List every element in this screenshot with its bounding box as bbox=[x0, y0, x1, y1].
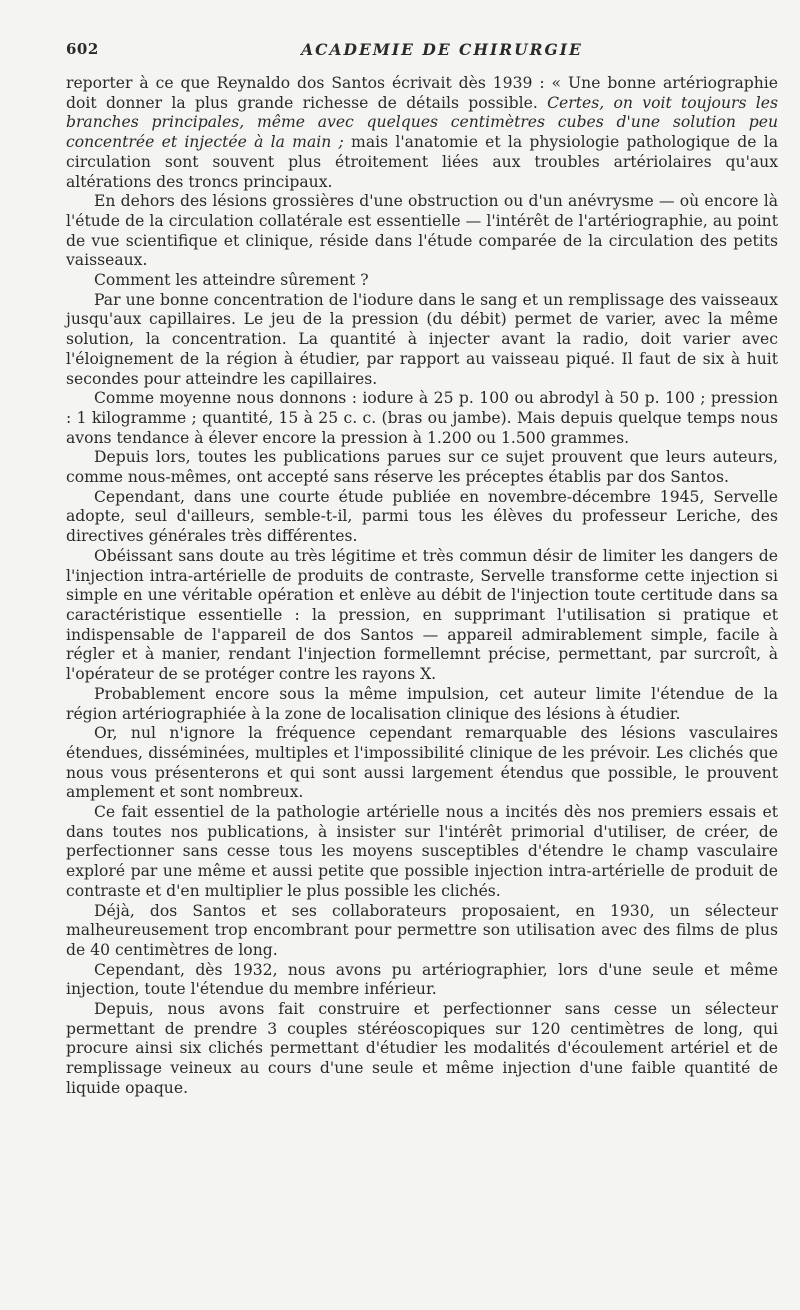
italic-text: Certes, on voit toujours les branches principales, même avec quelques centimètres cubes d'une solution peu concentrée et injectée à la main ; bbox=[66, 93, 778, 152]
paragraph bbox=[66, 448, 778, 487]
text-segment: Ce fait essentiel de la pathologie artérielle nous a incités dès nos premiers essais et dans toutes nos publications, à insister sur l'intérêt primorial d'utiliser, de créer, de perfectionner sans cesse tous les moyens susceptibles d'étendre le champ vasculaire exploré par une même et aussi petite que possible injection intra-artérielle de produit de contraste et d'en multiplier le plus possible les clichés. bbox=[66, 803, 778, 900]
paragraph bbox=[66, 902, 778, 961]
page-number: 602 bbox=[66, 40, 99, 58]
paragraph bbox=[66, 685, 778, 724]
text-segment: Par une bonne concentration de l'iodure dans le sang et un remplissage des vaisseaux jusqu'aux capillaires. Le jeu de la pression (du débit) permet de varier, avec la même solution, la concentration. La quantité à injecter avant la radio, doit varier avec l'éloignement de la région à étudier, par rapport au vaisseau piqué. Il faut de six à huit secondes pour atteindre les capillaires. bbox=[66, 290, 778, 388]
paragraph bbox=[66, 803, 778, 902]
text-segment: reporter à ce que Reynaldo dos Santos écrivait dès 1939 : « Une bonne artériographie doit donner la plus grande richesse de détails possible. bbox=[66, 74, 778, 112]
paragraph bbox=[66, 961, 778, 1000]
running-title: ACADEMIE DE CHIRURGIE bbox=[301, 40, 583, 59]
text-segment: Cependant, dans une courte étude publiée en novembre-décembre 1945, Servelle adopte, seul d'ailleurs, semble-t-il, parmi tous les élèves du professeur Leriche, des directives générales très différentes. bbox=[66, 487, 778, 546]
text-segment: Comment les atteindre sûrement ? bbox=[94, 271, 369, 290]
text-segment: Probablement encore sous la même impulsion, cet auteur limite l'étendue de la région artériographiée à la zone de localisation clinique des lésions à étudier. bbox=[66, 684, 778, 723]
paragraph bbox=[66, 724, 778, 803]
text-segment: Comme moyenne nous donnons : iodure à 25 p. 100 ou abrodyl à 50 p. 100 ; pression : 1 kilogramme ; quantité, 15 à 25 c. c. (bras ou jambe). Mais depuis quelque temps nous avons tendance à élever encore la pression à 1.200 ou 1.500 grammes. bbox=[66, 389, 778, 447]
paragraph bbox=[66, 389, 778, 448]
paragraph bbox=[66, 192, 778, 271]
paragraph bbox=[66, 488, 778, 547]
text-segment: En dehors des lésions grossières d'une obstruction ou d'un anévrysme — où encore là l'étude de la circulation collatérale est essentielle — l'intérêt de l'artériographie, au point de vue scientifique et clinique, réside dans l'étude comparée de la circulation des petits vaisseaux. bbox=[66, 192, 778, 270]
text-segment: Depuis, nous avons fait construire et perfectionner sans cesse un sélecteur permettant de prendre 3 couples stéréoscopiques sur 120 centimètres de long, qui procure ainsi six clichés permettant d'étudier les modalités d'écoulement artériel et de remplissage veineux au cours d'une seule et même injection d'une faible quantité de liquide opaque. bbox=[66, 1000, 778, 1097]
paragraph bbox=[66, 547, 778, 685]
body-text bbox=[66, 74, 778, 1099]
text-segment: Or, nul n'ignore la fréquence cependant remarquable des lésions vasculaires étendues, disséminées, multiples et l'impossibilité clinique de les prévoir. Les clichés que nous vous présenterons et qui sont aussi largement étendus que possible, le prouvent amplement et sont nombreux. bbox=[66, 724, 778, 802]
text-segment: Obéissant sans doute au très légitime et très commun désir de limiter les dangers de l'injection intra-artérielle de produits de contraste, Servelle transforme cette injection si simple en une véritable opération et enlève au débit de l'injection toute certitude dans sa caractéristique essentielle : la pression, en supprimant l'utilisation si pratique et indispensable de l'appareil de dos Santos — appareil admirablement simple, facile à régler et à manier, rendant l'injection formellemnt précise, permettant, par surcroît, à l'opérateur de se protéger contre les rayons X. bbox=[66, 546, 778, 684]
text-segment: mais l'anatomie et la physiologie pathologique de la circulation sont souvent plus étroitement liées aux troubles artériolaires qu'aux altérations des troncs principaux. bbox=[66, 133, 778, 191]
paragraph bbox=[66, 291, 778, 390]
page-header bbox=[66, 40, 778, 70]
text-segment: Cependant, dès 1932, nous avons pu artériographier, lors d'une seule et même injection, toute l'étendue du membre inférieur. bbox=[66, 960, 778, 999]
paragraph bbox=[66, 74, 778, 192]
paragraph bbox=[66, 1000, 778, 1099]
text-segment: Depuis lors, toutes les publications parues sur ce sujet prouvent que leurs auteurs, comme nous-mêmes, ont accepté sans réserve les préceptes établis par dos Santos. bbox=[66, 448, 778, 487]
paragraph bbox=[66, 271, 778, 291]
text-segment: Déjà, dos Santos et ses collaborateurs proposaient, en 1930, un sélecteur malheureusement trop encombrant pour permettre son utilisation avec des films de plus de 40 centimètres de long. bbox=[66, 901, 778, 959]
